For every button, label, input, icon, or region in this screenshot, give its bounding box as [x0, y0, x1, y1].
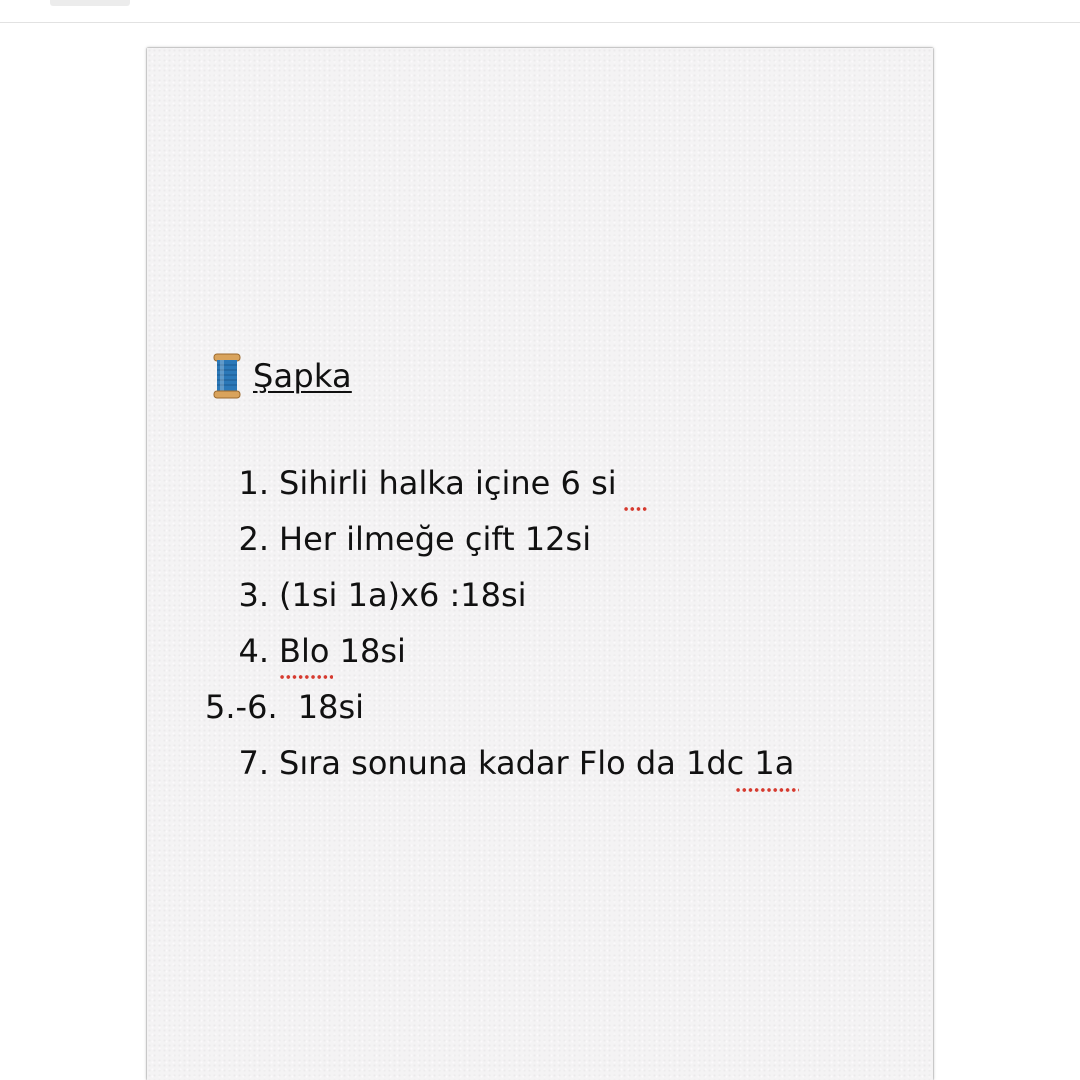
step-2 [147, 516, 933, 562]
step-text: Sıra sonuna kadar Flo da 1dc 1a [279, 744, 795, 782]
step-number: 1. [238, 464, 269, 502]
spellcheck-underline[interactable] [623, 507, 649, 511]
step-4 [147, 628, 933, 674]
note-content[interactable] [147, 48, 933, 1080]
step-5-6 [205, 684, 364, 730]
spellcheck-underline[interactable] [735, 788, 799, 792]
step-number: 5.-6. [205, 688, 278, 726]
note-card [147, 48, 933, 1080]
spellcheck-underline[interactable] [279, 675, 333, 679]
step-text: (1si 1a)x6 :18si [279, 576, 527, 614]
step-text: Blo 18si [279, 632, 406, 670]
step-7 [147, 740, 933, 786]
step-text: Sihirli halka içine 6 si [279, 464, 617, 502]
note-heading [209, 352, 352, 400]
step-number: 3. [238, 576, 269, 614]
step-text: 18si [297, 688, 365, 726]
note-heading-text: Şapka [253, 357, 352, 395]
step-number: 7. [238, 744, 269, 782]
step-3 [147, 572, 933, 618]
step-number: 4. [238, 632, 269, 670]
top-bar [0, 0, 1080, 23]
step-number: 2. [238, 520, 269, 558]
step-1 [147, 460, 933, 506]
step-text: Her ilmeğe çift 12si [279, 520, 592, 558]
spool-of-thread-icon [209, 352, 245, 400]
top-bar-tab-stub [50, 0, 130, 6]
